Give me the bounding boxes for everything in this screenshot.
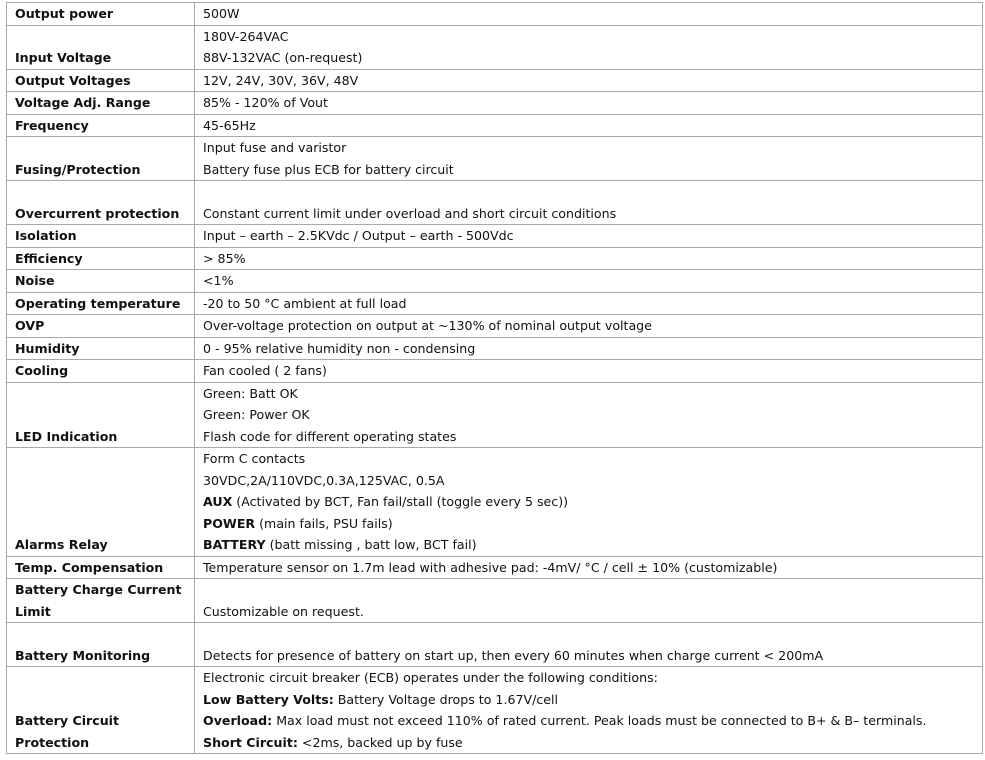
- spec-value-line: [203, 338, 974, 360]
- spec-value-text: Over-voltage protection on output at ~130% of nominal output voltage: [203, 318, 652, 333]
- spacer: [203, 623, 974, 645]
- spec-value: [195, 315, 983, 338]
- spec-value-text: 500W: [203, 6, 240, 21]
- spec-value-text: 45-65Hz: [203, 117, 256, 133]
- table-row: [7, 667, 983, 754]
- spec-value-text: Input – earth – 2.5KVdc / Output – earth - 500Vdc: [203, 228, 514, 243]
- spec-value-line: [203, 47, 974, 69]
- spec-value-line: [203, 315, 974, 337]
- spec-value-line: [203, 293, 974, 315]
- table-row: [7, 114, 983, 137]
- spec-value-text: Max load must not exceed 110% of rated current. Peak loads must be connected to B+ & B– terminals.: [272, 713, 927, 728]
- spec-value-line: [203, 732, 974, 754]
- spec-value-line: [203, 3, 974, 25]
- spec-value-line: [203, 70, 974, 92]
- table-row: [7, 225, 983, 248]
- spec-value-text: Constant current limit under overload and short circuit conditions: [203, 205, 617, 221]
- spec-value: [195, 448, 983, 557]
- spec-value-text: Flash code for different operating states: [203, 428, 457, 444]
- table-row: [7, 3, 983, 26]
- spec-value-line: [203, 159, 974, 181]
- spec-value-line: [203, 92, 974, 114]
- table-row: [7, 69, 983, 92]
- spec-value-text: 180V-264VAC: [203, 28, 289, 44]
- spec-value: [195, 3, 983, 26]
- spec-label: LED Indication: [7, 382, 195, 448]
- spec-value: [195, 25, 983, 69]
- table-row: [7, 448, 983, 557]
- spec-value: [195, 667, 983, 754]
- spec-label: Temp. Compensation: [7, 556, 195, 579]
- spec-value-line: [203, 513, 974, 535]
- table-row: [7, 292, 983, 315]
- spec-label: Output power: [7, 3, 195, 26]
- table-row: [7, 579, 983, 623]
- table-row: [7, 181, 983, 225]
- spec-value-line: [203, 270, 974, 292]
- spec-label: Input Voltage: [7, 25, 195, 69]
- spec-value-text: Temperature sensor on 1.7m lead with adhesive pad: -4mV/ °C / cell ± 10% (customizable): [203, 559, 778, 575]
- table-row: [7, 315, 983, 338]
- spec-value-text: Input fuse and varistor: [203, 140, 347, 155]
- spec-value-text: Customizable on request.: [203, 603, 364, 619]
- spec-value-line: [203, 115, 974, 137]
- spec-value-line: [203, 248, 974, 270]
- table-row: [7, 25, 983, 69]
- spec-label: Operating temperature: [7, 292, 195, 315]
- spec-value-emphasis: POWER: [203, 515, 256, 531]
- spec-value-text: > 85%: [203, 250, 246, 266]
- table-row: [7, 382, 983, 448]
- spec-value: [195, 247, 983, 270]
- spec-value-text: Battery fuse plus ECB for battery circuit: [203, 161, 454, 177]
- spec-value: [195, 181, 983, 225]
- spec-label: Humidity: [7, 337, 195, 360]
- spec-value-text: (batt missing , batt low, BCT fail): [265, 537, 477, 552]
- spec-value: [195, 556, 983, 579]
- table-row: [7, 623, 983, 667]
- spec-value-text: <1%: [203, 273, 234, 288]
- spec-value-text: Green: Batt OK: [203, 385, 298, 401]
- spec-label: Overcurrent protection: [7, 181, 195, 225]
- spec-value: [195, 137, 983, 181]
- spec-value-text: Form C contacts: [203, 451, 306, 466]
- table-row: [7, 556, 983, 579]
- spec-value-text: (main fails, PSU fails): [255, 515, 393, 531]
- table-row: [7, 92, 983, 115]
- spec-label: Battery Charge Current Limit: [7, 579, 195, 623]
- spec-value-text: <2ms, backed up by fuse: [297, 734, 463, 750]
- spec-value-line: [203, 203, 974, 225]
- spec-value-line: [203, 601, 974, 623]
- spec-value-text: 85% - 120% of Vout: [203, 95, 328, 110]
- spec-label: Frequency: [7, 114, 195, 137]
- spec-value-line: [203, 689, 974, 711]
- spec-value-line: [203, 667, 974, 689]
- spec-value-text: Detects for presence of battery on start up, then every 60 minutes when charge current < 200mA: [203, 647, 824, 663]
- table-row: [7, 247, 983, 270]
- spec-value-text: 12V, 24V, 30V, 36V, 48V: [203, 72, 359, 88]
- spec-value-line: [203, 557, 974, 579]
- spec-value-emphasis: Short Circuit:: [203, 734, 298, 750]
- spec-label: Fusing/Protection: [7, 137, 195, 181]
- spec-value-line: [203, 491, 974, 513]
- spec-value: [195, 360, 983, 383]
- spec-label: Alarms Relay: [7, 448, 195, 557]
- spec-value-text: Green: Power OK: [203, 407, 310, 422]
- spec-value-line: [203, 426, 974, 448]
- spec-table: [6, 2, 983, 754]
- spec-value: [195, 92, 983, 115]
- spec-value-line: [203, 710, 974, 732]
- spec-value-emphasis: AUX: [203, 494, 233, 509]
- spec-value-line: [203, 383, 974, 405]
- spec-value: [195, 623, 983, 667]
- spec-value-text: 30VDC,2A/110VDC,0.3A,125VAC, 0.5A: [203, 472, 445, 488]
- spec-table-body: [7, 3, 983, 754]
- spec-value: [195, 225, 983, 248]
- spec-value: [195, 292, 983, 315]
- spec-value-text: -20 to 50 °C ambient at full load: [203, 295, 407, 311]
- spec-value-emphasis: Overload:: [203, 713, 273, 728]
- spec-label: Isolation: [7, 225, 195, 248]
- spec-label: OVP: [7, 315, 195, 338]
- spec-label: Battery Monitoring: [7, 623, 195, 667]
- spec-value: [195, 382, 983, 448]
- spec-label: Battery Circuit Protection: [7, 667, 195, 754]
- spec-label: Efficiency: [7, 247, 195, 270]
- spec-value-text: Electronic circuit breaker (ECB) operates under the following conditions:: [203, 670, 658, 685]
- spec-value-emphasis: BATTERY: [203, 537, 266, 552]
- spec-value-text: (Activated by BCT, Fan fail/stall (toggle every 5 sec)): [232, 494, 569, 509]
- spec-value: [195, 270, 983, 293]
- table-row: [7, 137, 983, 181]
- spec-value-line: [203, 470, 974, 492]
- spec-value-text: 0 - 95% relative humidity non - condensing: [203, 340, 476, 356]
- spec-value-line: [203, 225, 974, 247]
- table-row: [7, 270, 983, 293]
- spec-value-emphasis: Low Battery Volts:: [203, 691, 334, 707]
- spec-value-text: Battery Voltage drops to 1.67V/cell: [333, 691, 558, 707]
- spec-value: [195, 69, 983, 92]
- spec-value-line: [203, 448, 974, 470]
- spec-value-line: [203, 404, 974, 426]
- spec-label: Voltage Adj. Range: [7, 92, 195, 115]
- spec-value-line: [203, 534, 974, 556]
- spec-value-line: [203, 360, 974, 382]
- table-row: [7, 360, 983, 383]
- spec-value-text: 88V-132VAC (on-request): [203, 50, 363, 65]
- spec-label: Output Voltages: [7, 69, 195, 92]
- spacer: [203, 181, 974, 203]
- spec-label: Noise: [7, 270, 195, 293]
- spec-value-text: Fan cooled ( 2 fans): [203, 363, 327, 378]
- spec-value-line: [203, 645, 974, 667]
- spec-value: [195, 114, 983, 137]
- table-row: [7, 337, 983, 360]
- spec-value-line: [203, 26, 974, 48]
- spec-value: [195, 337, 983, 360]
- spec-label: Cooling: [7, 360, 195, 383]
- spec-value: [195, 579, 983, 623]
- spec-value-line: [203, 137, 974, 159]
